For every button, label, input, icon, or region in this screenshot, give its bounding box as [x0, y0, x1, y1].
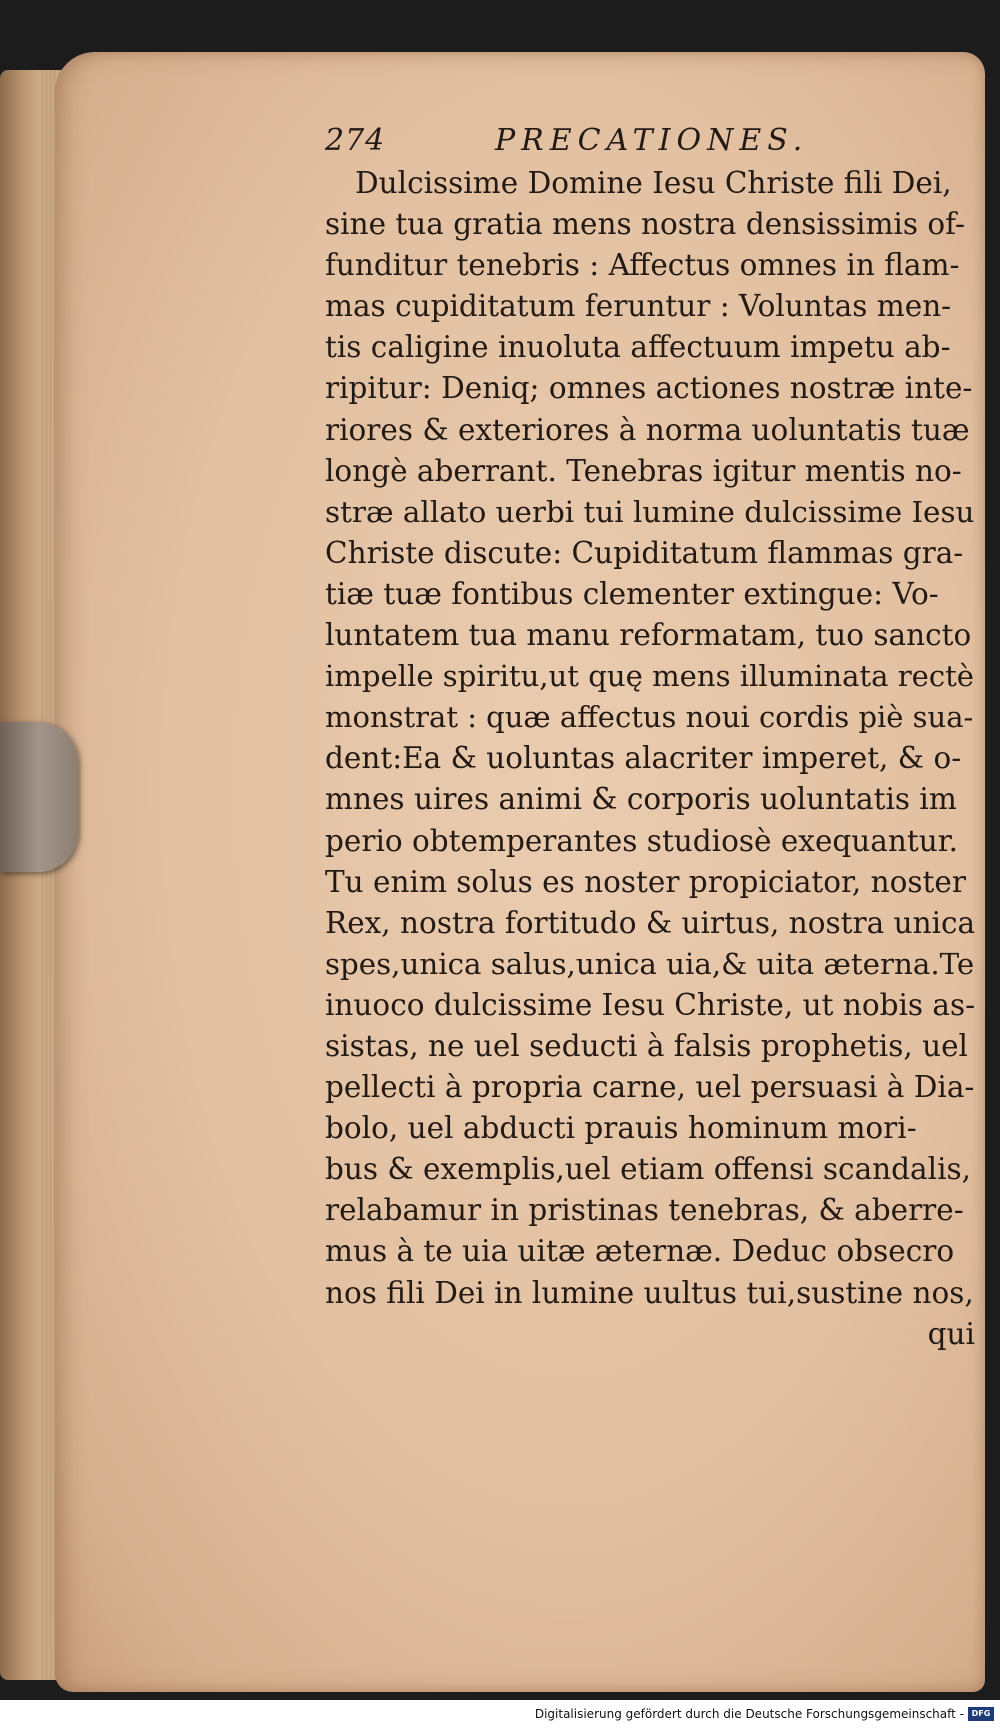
text-line: riores & exteriores à norma uoluntatis tuæ — [325, 412, 970, 447]
text-line: Dulcissime Domine Iesu Christe fili Dei, — [355, 166, 952, 200]
text-line: monstrat : quæ affectus noui cordis piè sua- — [325, 700, 974, 735]
text-line: stræ allato uerbi tui lumine dulcissime Iesu — [325, 494, 975, 529]
text-line: luntatem tua manu reformatam, tuo sancto — [325, 618, 972, 653]
text-line: longè aberrant. Tenebras igitur mentis no- — [325, 453, 962, 488]
book-clasp — [0, 722, 78, 872]
digitization-footer — [0, 1700, 1000, 1728]
text-line: spes,unica salus,unica uia,& uita æterna.Te — [325, 946, 975, 981]
text-line: nos fili Dei in lumine uultus tui,sustine nos, — [325, 1275, 974, 1310]
text-line: tiæ tuæ fontibus clementer extingue: Vo- — [325, 576, 939, 611]
text-line: funditur tenebris : Affectus omnes in flam- — [325, 248, 960, 283]
text-line: mus à te uia uitæ æternæ. Deduc obsecro — [325, 1234, 955, 1269]
catchword: qui — [927, 1316, 975, 1351]
running-head-title: PRECATIONES. — [495, 123, 809, 158]
text-line: Tu enim solus es noster propiciator, noster — [325, 864, 966, 899]
running-head — [325, 123, 985, 163]
text-line: inuoco dulcissime Iesu Christe, ut nobis as- — [325, 987, 976, 1022]
page-number: 274 — [325, 123, 386, 158]
dfg-logo-badge: DFG — [968, 1707, 994, 1721]
text-line: pellecti à propria carne, uel persuasi à Dia- — [325, 1070, 975, 1105]
text-line: Christe discute: Cupiditatum flammas gra- — [325, 535, 964, 570]
text-line: impelle spiritu,ut quę mens illuminata rectè — [325, 659, 975, 694]
funding-credit: Digitalisierung gefördert durch die Deutsche Forschungsgemeinschaft - — [534, 1707, 964, 1721]
text-line: tis caligine inuoluta affectuum impetu ab- — [325, 330, 951, 365]
text-line: bus & exemplis,uel etiam offensi scandalis, — [325, 1152, 972, 1187]
text-line: ripitur: Deniq; omnes actiones nostræ inte- — [325, 371, 973, 406]
text-line: perio obtemperantes studiosè exequantur. — [325, 823, 958, 858]
body-text — [325, 163, 985, 1355]
text-line: sistas, ne uel seducti à falsis prophetis, uel — [325, 1028, 968, 1063]
text-line: sine tua gratia mens nostra densissimis of- — [325, 207, 965, 242]
text-line: mnes uires animi & corporis uoluntatis im — [325, 782, 957, 817]
text-line: dent:Ea & uoluntas alacriter imperet, & o- — [325, 741, 962, 776]
text-line: mas cupiditatum feruntur : Voluntas men- — [325, 289, 952, 324]
text-line: bolo, uel abducti prauis hominum mori- — [325, 1111, 917, 1146]
text-line: Rex, nostra fortitudo & uirtus, nostra unica — [325, 905, 976, 940]
text-line: relabamur in pristinas tenebras, & aberre- — [325, 1193, 964, 1228]
page-text-block — [325, 123, 985, 1355]
